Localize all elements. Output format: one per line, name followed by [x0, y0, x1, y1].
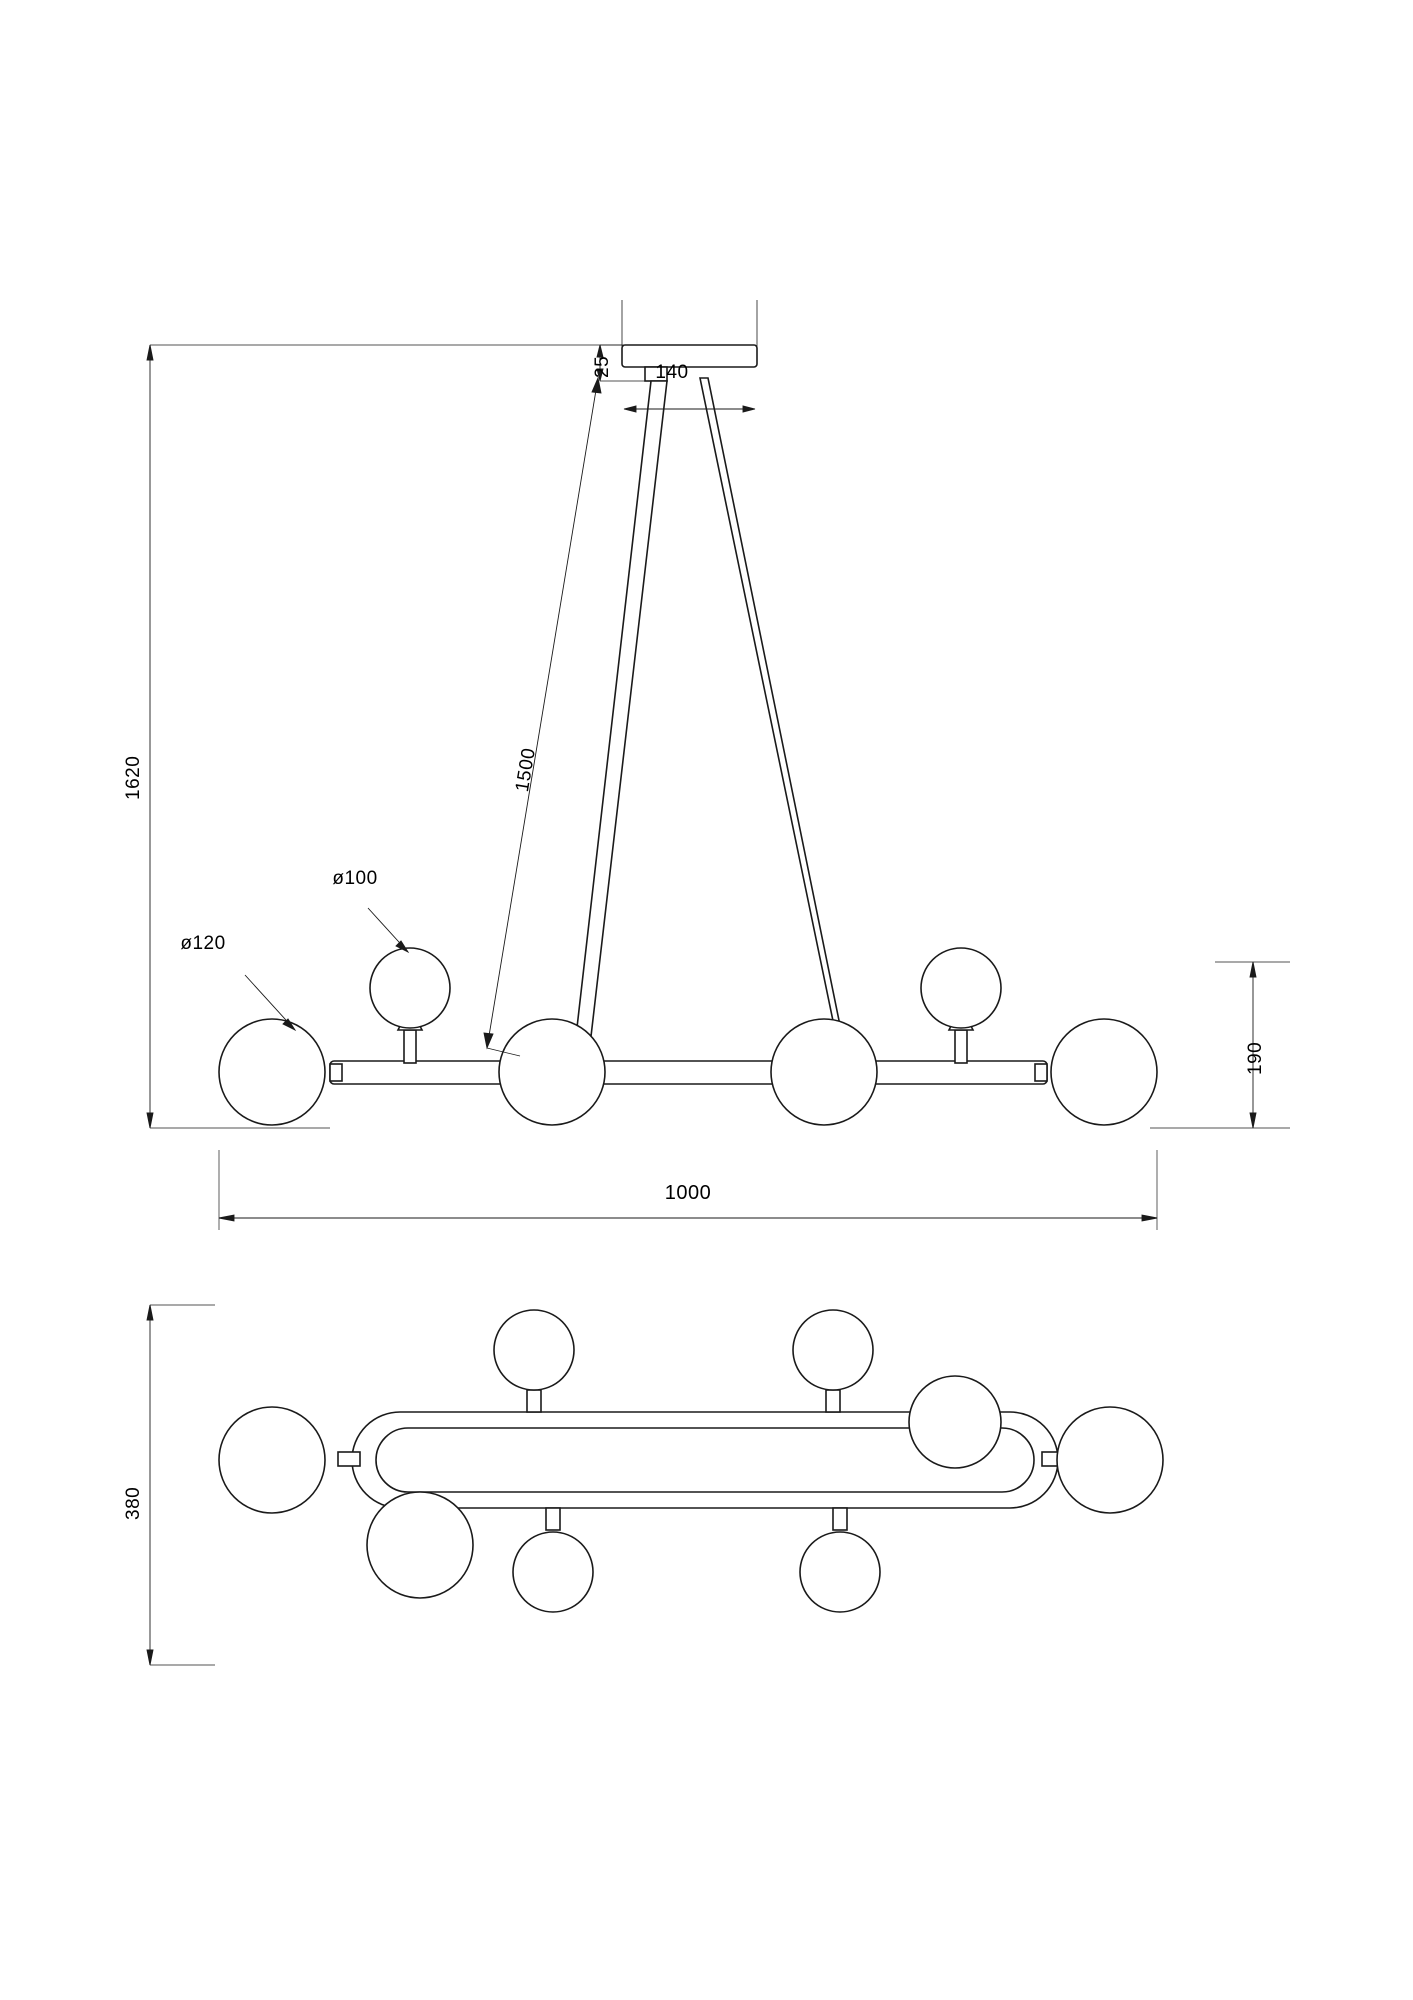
- main-horizontal-bar: [330, 1061, 1047, 1084]
- globe-large-center-right: [771, 1019, 877, 1125]
- dimension-380: [147, 1305, 215, 1665]
- plan-globe-center-left: [367, 1492, 473, 1598]
- plan-globe-center-right: [909, 1376, 1001, 1468]
- globe-large-center-left: [499, 1019, 605, 1125]
- dim-label-380: 380: [123, 1486, 144, 1520]
- plan-stem-top-left: [527, 1390, 541, 1412]
- plan-stem-bottom-right: [833, 1508, 847, 1530]
- dim-label-140: 140: [655, 362, 689, 383]
- dim-label-dia-120: ø120: [180, 933, 226, 954]
- plan-globe-left: [219, 1407, 325, 1513]
- plan-globe-right: [1057, 1407, 1163, 1513]
- dim-label-dia-100: ø100: [332, 868, 378, 889]
- plan-stem-bottom-left: [546, 1508, 560, 1530]
- dimension-140: [624, 406, 755, 412]
- plan-stem-top-right: [826, 1390, 840, 1412]
- dim-label-1620: 1620: [123, 755, 144, 800]
- plan-globe-top-right: [793, 1310, 873, 1390]
- plan-stem-left: [338, 1452, 360, 1466]
- globe-small-upper-right: [921, 948, 1001, 1028]
- suspension-cable-right: [700, 378, 844, 1045]
- suspension-rod-left: [575, 381, 667, 1045]
- leader-dia-100: [368, 908, 408, 952]
- plan-globe-top-left: [494, 1310, 574, 1390]
- globe-small-upper-left: [370, 948, 450, 1028]
- globe-stem-outer-right: [1035, 1064, 1047, 1081]
- dim-label-190: 190: [1245, 1041, 1266, 1075]
- plan-globe-bottom-left: [513, 1532, 593, 1612]
- globe-large-right: [1051, 1019, 1157, 1125]
- front-elevation-view: [219, 345, 1157, 1125]
- plan-globe-bottom-right: [800, 1532, 880, 1612]
- globe-stem-outer-left: [330, 1064, 342, 1081]
- dimension-1500: [484, 378, 601, 1056]
- dim-label-25: 25: [592, 355, 613, 378]
- top-plan-view: [219, 1310, 1163, 1612]
- plan-view-dimensions: [147, 1305, 215, 1665]
- dim-label-1000: 1000: [664, 1182, 712, 1204]
- dim-label-1500: 1500: [512, 746, 540, 794]
- globe-large-left: [219, 1019, 325, 1125]
- dimension-190: [1150, 962, 1290, 1128]
- ceiling-canopy: [622, 345, 757, 367]
